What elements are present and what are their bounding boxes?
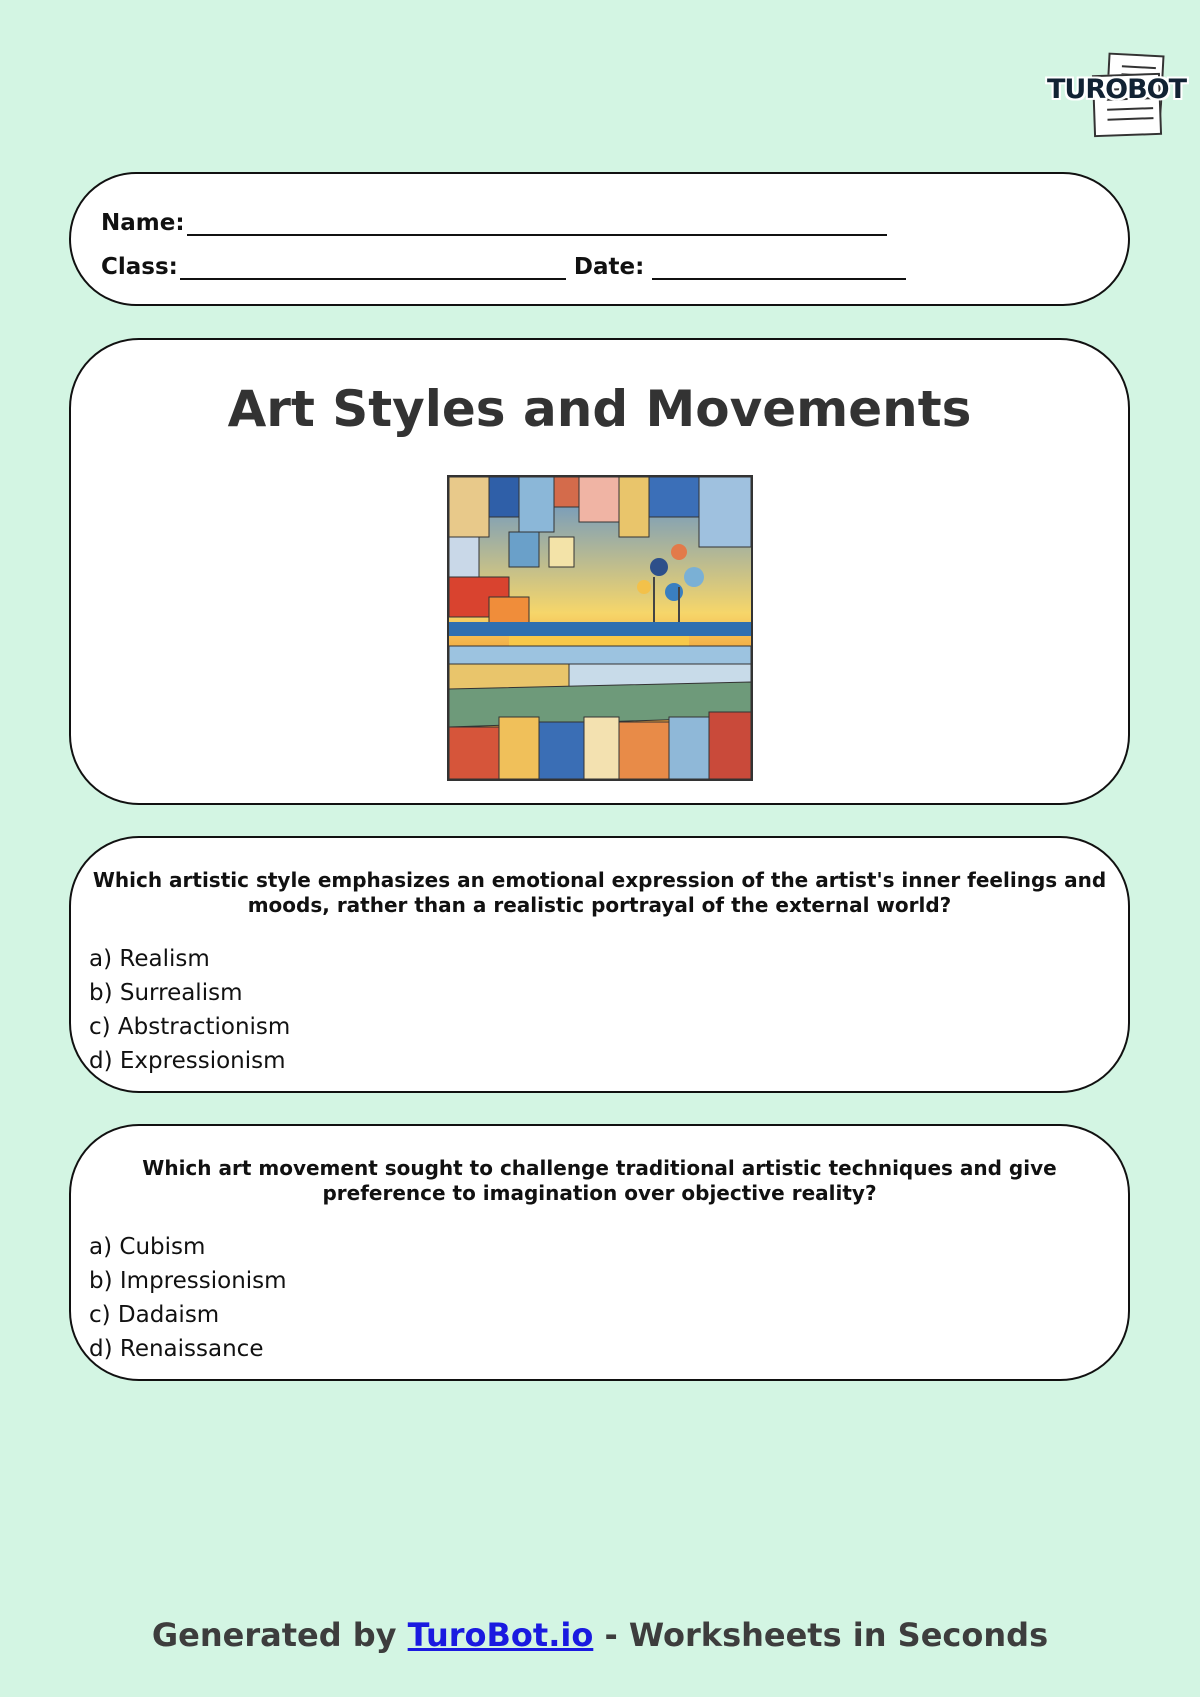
name-row bbox=[101, 210, 887, 236]
option-c[interactable]: c) Abstractionism bbox=[89, 1014, 291, 1040]
question-card-1 bbox=[69, 836, 1130, 1093]
abstract-landscape-painting-icon bbox=[447, 475, 753, 781]
question-2-text: Which art movement sought to challenge traditional artistic techniques and give preference to imagination over objective reality? bbox=[142, 1156, 1057, 1205]
option-b[interactable]: b) Surrealism bbox=[89, 980, 243, 1006]
question-card-2 bbox=[69, 1124, 1130, 1381]
class-label: Class: bbox=[101, 254, 178, 280]
question-1-options bbox=[89, 942, 290, 1078]
question-2-options bbox=[89, 1230, 287, 1366]
footer bbox=[0, 1616, 1200, 1654]
question-1-text: Which artistic style emphasizes an emotional expression of the artist's inner feelings and moods, rather than a realistic portrayal of the external world? bbox=[92, 868, 1107, 917]
name-label: Name: bbox=[101, 210, 185, 236]
option-d[interactable]: d) Expressionism bbox=[89, 1048, 286, 1074]
option-c[interactable]: c) Dadaism bbox=[89, 1302, 220, 1328]
footer-prefix: Generated by bbox=[151, 1616, 408, 1654]
date-blank[interactable] bbox=[652, 258, 906, 280]
footer-suffix: - Worksheets in Seconds bbox=[593, 1616, 1049, 1654]
logo-wordmark: TUROBOT bbox=[1047, 74, 1187, 105]
turobot-link[interactable]: TuroBot.io bbox=[407, 1616, 594, 1654]
option-d[interactable]: d) Renaissance bbox=[89, 1336, 264, 1362]
title-card bbox=[69, 338, 1130, 805]
date-label: Date: bbox=[573, 254, 645, 280]
option-a[interactable]: a) Realism bbox=[89, 946, 210, 972]
turobot-logo bbox=[1045, 52, 1187, 138]
option-b[interactable]: b) Impressionism bbox=[89, 1268, 287, 1294]
class-blank[interactable] bbox=[180, 258, 566, 280]
worksheet-title: Art Styles and Movements bbox=[227, 380, 972, 438]
student-info-card bbox=[69, 172, 1130, 306]
option-a[interactable]: a) Cubism bbox=[89, 1234, 206, 1260]
class-date-row bbox=[101, 254, 906, 280]
name-blank[interactable] bbox=[187, 214, 887, 236]
